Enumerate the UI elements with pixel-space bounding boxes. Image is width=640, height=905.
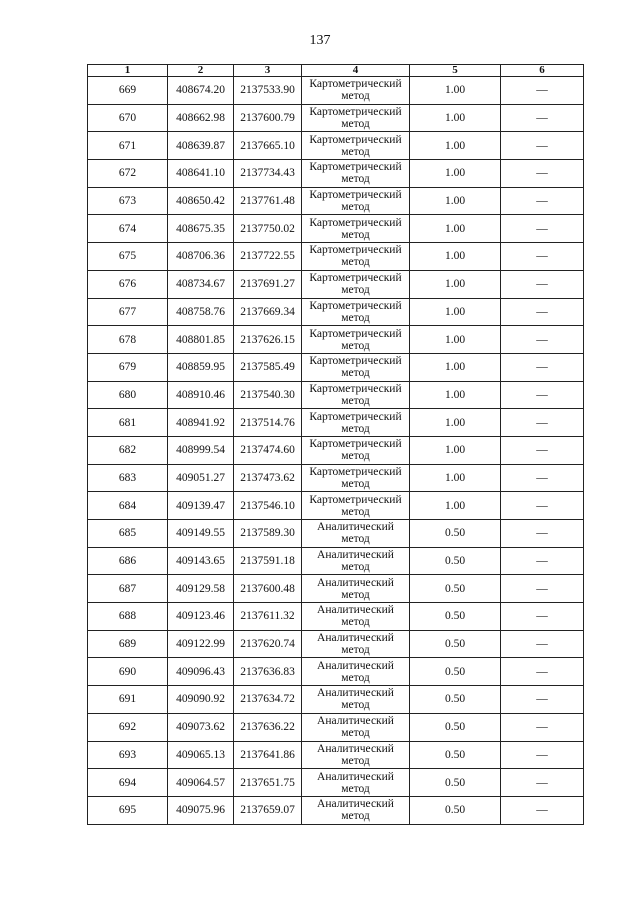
column-header: 2 [168, 65, 234, 77]
coordinate-y-cell: 2137540.30 [234, 381, 302, 409]
note-cell: — [501, 160, 584, 188]
coordinate-x-cell: 408734.67 [168, 270, 234, 298]
method-cell: Аналитический метод [302, 658, 410, 686]
note-cell: — [501, 464, 584, 492]
coordinate-y-cell: 2137722.55 [234, 243, 302, 271]
point-number-cell: 678 [88, 326, 168, 354]
accuracy-cell: 1.00 [410, 77, 501, 105]
coordinate-x-cell: 409129.58 [168, 575, 234, 603]
method-cell: Картометрический метод [302, 381, 410, 409]
coordinate-y-cell: 2137691.27 [234, 270, 302, 298]
coordinate-x-cell: 408859.95 [168, 353, 234, 381]
coordinate-y-cell: 2137750.02 [234, 215, 302, 243]
method-cell: Картометрический метод [302, 298, 410, 326]
coordinate-x-cell: 408941.92 [168, 409, 234, 437]
method-cell: Аналитический метод [302, 769, 410, 797]
method-cell: Аналитический метод [302, 630, 410, 658]
table-row [88, 547, 584, 575]
method-cell: Аналитический метод [302, 575, 410, 603]
point-number-cell: 677 [88, 298, 168, 326]
coordinate-y-cell: 2137589.30 [234, 520, 302, 548]
coordinate-x-cell: 408641.10 [168, 160, 234, 188]
accuracy-cell: 0.50 [410, 713, 501, 741]
note-cell: — [501, 520, 584, 548]
coordinate-x-cell: 409075.96 [168, 796, 234, 824]
table-row [88, 409, 584, 437]
note-cell: — [501, 741, 584, 769]
point-number-cell: 689 [88, 630, 168, 658]
coordinate-y-cell: 2137600.79 [234, 104, 302, 132]
note-cell: — [501, 686, 584, 714]
table-row [88, 381, 584, 409]
method-cell: Аналитический метод [302, 796, 410, 824]
coordinate-x-cell: 408801.85 [168, 326, 234, 354]
accuracy-cell: 1.00 [410, 243, 501, 271]
point-number-cell: 684 [88, 492, 168, 520]
accuracy-cell: 1.00 [410, 215, 501, 243]
note-cell: — [501, 132, 584, 160]
column-header: 6 [501, 65, 584, 77]
table-header-row [88, 65, 584, 77]
coordinate-x-cell: 408639.87 [168, 132, 234, 160]
coordinate-x-cell: 409143.65 [168, 547, 234, 575]
coordinate-x-cell: 408675.35 [168, 215, 234, 243]
table-row [88, 464, 584, 492]
point-number-cell: 687 [88, 575, 168, 603]
method-cell: Аналитический метод [302, 547, 410, 575]
table-row [88, 187, 584, 215]
coordinate-y-cell: 2137514.76 [234, 409, 302, 437]
table-row [88, 769, 584, 797]
coordinate-x-cell: 409149.55 [168, 520, 234, 548]
coordinate-y-cell: 2137626.15 [234, 326, 302, 354]
coordinate-x-cell: 408674.20 [168, 77, 234, 105]
coordinate-y-cell: 2137634.72 [234, 686, 302, 714]
point-number-cell: 695 [88, 796, 168, 824]
point-number-cell: 674 [88, 215, 168, 243]
accuracy-cell: 1.00 [410, 492, 501, 520]
coordinate-y-cell: 2137636.22 [234, 713, 302, 741]
point-number-cell: 685 [88, 520, 168, 548]
note-cell: — [501, 436, 584, 464]
point-number-cell: 676 [88, 270, 168, 298]
table-row [88, 270, 584, 298]
note-cell: — [501, 630, 584, 658]
table-row [88, 326, 584, 354]
coordinate-x-cell: 409051.27 [168, 464, 234, 492]
table-row [88, 520, 584, 548]
coordinate-y-cell: 2137651.75 [234, 769, 302, 797]
table-row [88, 436, 584, 464]
table-row [88, 603, 584, 631]
coordinate-y-cell: 2137546.10 [234, 492, 302, 520]
accuracy-cell: 1.00 [410, 464, 501, 492]
note-cell: — [501, 409, 584, 437]
method-cell: Картометрический метод [302, 353, 410, 381]
coordinate-y-cell: 2137585.49 [234, 353, 302, 381]
coordinate-x-cell: 408662.98 [168, 104, 234, 132]
table-row [88, 575, 584, 603]
note-cell: — [501, 215, 584, 243]
method-cell: Картометрический метод [302, 436, 410, 464]
method-cell: Картометрический метод [302, 492, 410, 520]
coordinate-x-cell: 409064.57 [168, 769, 234, 797]
accuracy-cell: 1.00 [410, 326, 501, 354]
accuracy-cell: 0.50 [410, 686, 501, 714]
coordinate-x-cell: 408999.54 [168, 436, 234, 464]
coordinate-x-cell: 408758.76 [168, 298, 234, 326]
coordinate-y-cell: 2137591.18 [234, 547, 302, 575]
coordinate-y-cell: 2137641.86 [234, 741, 302, 769]
method-cell: Картометрический метод [302, 409, 410, 437]
table-row [88, 104, 584, 132]
method-cell: Аналитический метод [302, 603, 410, 631]
coordinate-y-cell: 2137669.34 [234, 298, 302, 326]
method-cell: Картометрический метод [302, 270, 410, 298]
method-cell: Картометрический метод [302, 243, 410, 271]
accuracy-cell: 0.50 [410, 796, 501, 824]
note-cell: — [501, 381, 584, 409]
coordinate-y-cell: 2137665.10 [234, 132, 302, 160]
accuracy-cell: 1.00 [410, 132, 501, 160]
note-cell: — [501, 603, 584, 631]
table-row [88, 713, 584, 741]
note-cell: — [501, 658, 584, 686]
point-number-cell: 686 [88, 547, 168, 575]
coordinate-y-cell: 2137659.07 [234, 796, 302, 824]
point-number-cell: 671 [88, 132, 168, 160]
coordinate-x-cell: 409123.46 [168, 603, 234, 631]
coordinates-table [87, 64, 584, 825]
point-number-cell: 681 [88, 409, 168, 437]
column-header: 3 [234, 65, 302, 77]
coordinate-x-cell: 409122.99 [168, 630, 234, 658]
accuracy-cell: 1.00 [410, 270, 501, 298]
coordinate-x-cell: 409073.62 [168, 713, 234, 741]
method-cell: Картометрический метод [302, 160, 410, 188]
note-cell: — [501, 104, 584, 132]
method-cell: Картометрический метод [302, 187, 410, 215]
table-row [88, 630, 584, 658]
accuracy-cell: 0.50 [410, 630, 501, 658]
coordinate-y-cell: 2137761.48 [234, 187, 302, 215]
table-row [88, 686, 584, 714]
note-cell: — [501, 796, 584, 824]
table-row [88, 353, 584, 381]
coordinate-y-cell: 2137474.60 [234, 436, 302, 464]
coordinate-x-cell: 409139.47 [168, 492, 234, 520]
note-cell: — [501, 270, 584, 298]
column-header: 1 [88, 65, 168, 77]
note-cell: — [501, 298, 584, 326]
point-number-cell: 690 [88, 658, 168, 686]
accuracy-cell: 1.00 [410, 298, 501, 326]
method-cell: Картометрический метод [302, 132, 410, 160]
note-cell: — [501, 713, 584, 741]
point-number-cell: 672 [88, 160, 168, 188]
page-number: 137 [309, 33, 331, 48]
accuracy-cell: 0.50 [410, 603, 501, 631]
note-cell: — [501, 547, 584, 575]
accuracy-cell: 1.00 [410, 187, 501, 215]
point-number-cell: 692 [88, 713, 168, 741]
coordinate-y-cell: 2137611.32 [234, 603, 302, 631]
coordinate-y-cell: 2137533.90 [234, 77, 302, 105]
column-header: 5 [410, 65, 501, 77]
method-cell: Картометрический метод [302, 104, 410, 132]
point-number-cell: 691 [88, 686, 168, 714]
coordinate-x-cell: 408706.36 [168, 243, 234, 271]
coordinate-x-cell: 408910.46 [168, 381, 234, 409]
coordinate-y-cell: 2137734.43 [234, 160, 302, 188]
table-row [88, 160, 584, 188]
note-cell: — [501, 77, 584, 105]
coordinate-y-cell: 2137600.48 [234, 575, 302, 603]
coordinate-x-cell: 409065.13 [168, 741, 234, 769]
point-number-cell: 669 [88, 77, 168, 105]
table-row [88, 77, 584, 105]
method-cell: Картометрический метод [302, 464, 410, 492]
note-cell: — [501, 353, 584, 381]
point-number-cell: 682 [88, 436, 168, 464]
method-cell: Картометрический метод [302, 77, 410, 105]
coordinate-x-cell: 408650.42 [168, 187, 234, 215]
coordinate-y-cell: 2137636.83 [234, 658, 302, 686]
coordinate-y-cell: 2137473.62 [234, 464, 302, 492]
table-row [88, 243, 584, 271]
note-cell: — [501, 575, 584, 603]
accuracy-cell: 0.50 [410, 575, 501, 603]
accuracy-cell: 0.50 [410, 520, 501, 548]
note-cell: — [501, 769, 584, 797]
point-number-cell: 679 [88, 353, 168, 381]
point-number-cell: 680 [88, 381, 168, 409]
accuracy-cell: 1.00 [410, 381, 501, 409]
note-cell: — [501, 492, 584, 520]
point-number-cell: 694 [88, 769, 168, 797]
accuracy-cell: 1.00 [410, 353, 501, 381]
point-number-cell: 670 [88, 104, 168, 132]
coordinate-y-cell: 2137620.74 [234, 630, 302, 658]
table-row [88, 796, 584, 824]
accuracy-cell: 0.50 [410, 769, 501, 797]
note-cell: — [501, 187, 584, 215]
accuracy-cell: 1.00 [410, 160, 501, 188]
table-row [88, 658, 584, 686]
method-cell: Аналитический метод [302, 686, 410, 714]
accuracy-cell: 1.00 [410, 104, 501, 132]
method-cell: Аналитический метод [302, 741, 410, 769]
note-cell: — [501, 326, 584, 354]
accuracy-cell: 1.00 [410, 436, 501, 464]
point-number-cell: 683 [88, 464, 168, 492]
method-cell: Картометрический метод [302, 326, 410, 354]
accuracy-cell: 0.50 [410, 547, 501, 575]
table-row [88, 215, 584, 243]
accuracy-cell: 1.00 [410, 409, 501, 437]
accuracy-cell: 0.50 [410, 741, 501, 769]
column-header: 4 [302, 65, 410, 77]
point-number-cell: 673 [88, 187, 168, 215]
table-row [88, 741, 584, 769]
method-cell: Аналитический метод [302, 520, 410, 548]
method-cell: Аналитический метод [302, 713, 410, 741]
point-number-cell: 693 [88, 741, 168, 769]
accuracy-cell: 0.50 [410, 658, 501, 686]
point-number-cell: 675 [88, 243, 168, 271]
coordinate-x-cell: 409096.43 [168, 658, 234, 686]
table-row [88, 492, 584, 520]
note-cell: — [501, 243, 584, 271]
point-number-cell: 688 [88, 603, 168, 631]
coordinate-x-cell: 409090.92 [168, 686, 234, 714]
table-row [88, 132, 584, 160]
method-cell: Картометрический метод [302, 215, 410, 243]
table-row [88, 298, 584, 326]
